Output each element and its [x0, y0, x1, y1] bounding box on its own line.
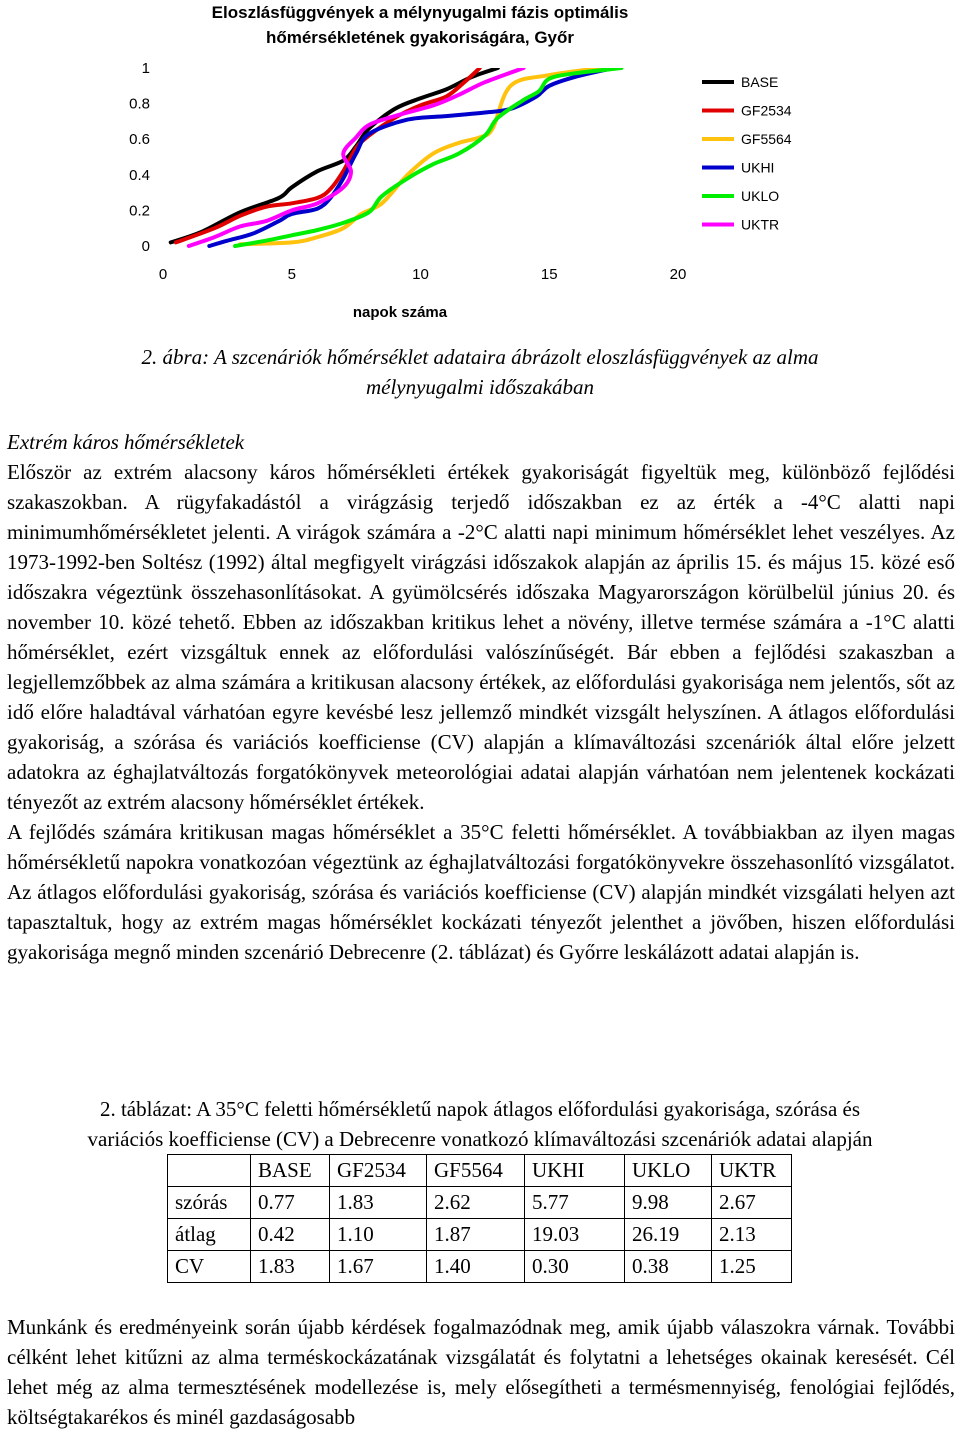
chart-title-line-2: hőmérsékletének gyakoriságára, Győr — [265, 28, 575, 47]
table-header-cell: BASE — [251, 1155, 330, 1187]
y-tick-label: 0.6 — [129, 131, 150, 149]
x-tick-label: 15 — [540, 266, 558, 283]
table-header-cell: GF2534 — [330, 1155, 427, 1187]
table-cell: 9.98 — [625, 1187, 712, 1219]
legend-label-uktr: UKTR — [741, 216, 780, 233]
table-cell: 1.83 — [330, 1187, 427, 1219]
section-heading: Extrém káros hőmérsékletek — [7, 430, 245, 454]
y-tick-label: 0.4 — [129, 166, 150, 184]
figure-caption-line-2: mélynyugalmi időszakában — [365, 375, 595, 399]
closing-section — [7, 1312, 955, 1432]
table-caption-line-1: 2. táblázat: A 35°C feletti hőmérsékletű napok átlagos előfordulási gyakorisága, szórása és — [99, 1097, 861, 1121]
y-tick-label: 1 — [141, 60, 150, 77]
x-tick-label: 0 — [158, 266, 168, 283]
series-line-gf5564 — [240, 68, 601, 244]
y-tick-label: 0 — [141, 238, 150, 255]
table-header-cell: UKHI — [525, 1155, 625, 1187]
figure-caption — [0, 342, 960, 402]
table-caption-line-2: variációs koefficiense (CV) a Debrecenre vonatkozó klímaváltozási szcenáriók adatai alapján — [87, 1127, 873, 1151]
table-cell: 1.67 — [330, 1251, 427, 1283]
legend-label-gf2534: GF2534 — [741, 102, 792, 119]
table-cell: 5.77 — [525, 1187, 625, 1219]
table-cell: CV — [168, 1251, 251, 1283]
table-cell: 2.62 — [427, 1187, 525, 1219]
legend-label-base: BASE — [741, 74, 779, 90]
table-cell: 1.40 — [427, 1251, 525, 1283]
legend-label-uklo: UKLO — [741, 188, 780, 204]
table-cell: 0.30 — [525, 1251, 625, 1283]
table-caption — [0, 1094, 960, 1154]
x-axis-title: napok száma — [352, 304, 448, 321]
table-cell: 1.25 — [712, 1251, 792, 1283]
table-row — [168, 1219, 792, 1251]
chart-title-line-1: Eloszlásfüggvények a mélynyugalmi fázis optimális — [211, 3, 629, 22]
body-paragraph-1: Először az extrém alacsony káros hőmérsékleti értékek gyakoriságát figyeltük meg, különböző fejlődési szakaszokban. A rügyfakadástól a virágzásig terjedő időszakban ez az érték a -4°C alatti napi minimumhőmérsékletet jelenti. A virágok számára a -2°C alatti napi minimum hőmérséklet lehet veszélyes. Az 1973-1992-ben Soltész (1992) által megfigyelt virágzási időszakok alapján az április 15. és május 15. közé eső időszakra végeztünk összehasonlításokat. A gyümölcsérés időszaka Magyarországon körülbelül június 20. és november 10. közé tehető. Ebben az időszakban kritikus lehet a növény, illetve termése számára a -1°C alatti hőmérséklet, ezért vizsgáltuk ennek az előfordulási valószínűségét. Bár ebben a fejlődési szakaszban a legjellemzőbbek az alma számára a kritikusan alacsony értékek, az előfordulási gyakorisága nem jelentős, sőt az idő előre haladtával várhatóan egyre kevésbé lesz jellemző mindkét vizsgált helyszínen. A átlagos előfordulási gyakoriság, a szórása és variációs koefficiense (CV) alapján a klímaváltozási szcenáriók által előre jelzett adatokra az éghajlatváltozás forgatókönyvek meteorológiai adatai alapján várhatóan nem jelentenek kockázati tényezőt az extrém alacsony hőmérséklet értékek. — [7, 460, 955, 814]
table-cell: 1.87 — [427, 1219, 525, 1251]
table-header-cell: UKLO — [625, 1155, 712, 1187]
x-tick-label: 10 — [412, 266, 429, 283]
figure-caption-line-1: 2. ábra: A szcenáriók hőmérséklet adataira ábrázolt eloszlásfüggvények az alma — [141, 345, 819, 369]
x-tick-label: 5 — [287, 266, 296, 283]
table-row — [168, 1251, 792, 1283]
table-cell: 0.77 — [251, 1187, 330, 1219]
table-header-cell — [168, 1155, 251, 1187]
table-cell: szórás — [168, 1187, 251, 1219]
table-cell: 1.83 — [251, 1251, 330, 1283]
table-header-cell: UKTR — [712, 1155, 792, 1187]
y-tick-label: 0.8 — [129, 95, 150, 113]
closing-paragraph: Munkánk és eredményeink során újabb kérdések fogalmazódnak meg, amik újabb válaszokra várnak. További célként lehet kitűzni az alma terméskockázatának vizsgálatát és folytatni a lehetséges okainak keresését. Cél lehet még az alma termesztésének modellezése is, mely elősegítheti a termésmennyiség, fenológiai fejlődés, költségtakarékos és minél gazdaságosabb — [7, 1315, 955, 1429]
legend-label-gf5564: GF5564 — [741, 131, 792, 147]
table-header-cell: GF5564 — [427, 1155, 525, 1187]
table-cell: 26.19 — [625, 1219, 712, 1251]
table-cell: 1.10 — [330, 1219, 427, 1251]
table-cell: 2.13 — [712, 1219, 792, 1251]
legend-label-ukhi: UKHI — [741, 159, 775, 176]
table-cell: 0.38 — [625, 1251, 712, 1283]
table-header-row — [168, 1155, 792, 1187]
table-row — [168, 1187, 792, 1219]
x-tick-label: 20 — [669, 266, 687, 283]
distribution-chart — [0, 0, 960, 300]
y-tick-label: 0.2 — [129, 202, 150, 220]
table-cell: átlag — [168, 1219, 251, 1251]
data-table — [167, 1154, 792, 1283]
body-paragraph-2: A fejlődés számára kritikusan magas hőmérséklet a 35°C feletti hőmérséklet. A továbbiakban az ilyen magas hőmérsékletű napokra vonatkozóan végeztünk az éghajlatváltozási forgatókönyvekre összehasonlító vizsgálatot. Az átlagos előfordulási gyakoriság, szórása és variációs koefficiense (CV) alapján mindkét vizsgálati helyen azt tapasztaltuk, hogy az extrém magas hőmérséklet kockázati tényezőt jelenthet a jövőben, hiszen előfordulási gyakorisága megnő minden szcenárió Debrecenre (2. táblázat) és Győrre leskálázott adatai alapján is. — [7, 820, 955, 964]
table-cell: 0.42 — [251, 1219, 330, 1251]
body-section — [7, 427, 955, 967]
table-cell: 19.03 — [525, 1219, 625, 1251]
table-cell: 2.67 — [712, 1187, 792, 1219]
